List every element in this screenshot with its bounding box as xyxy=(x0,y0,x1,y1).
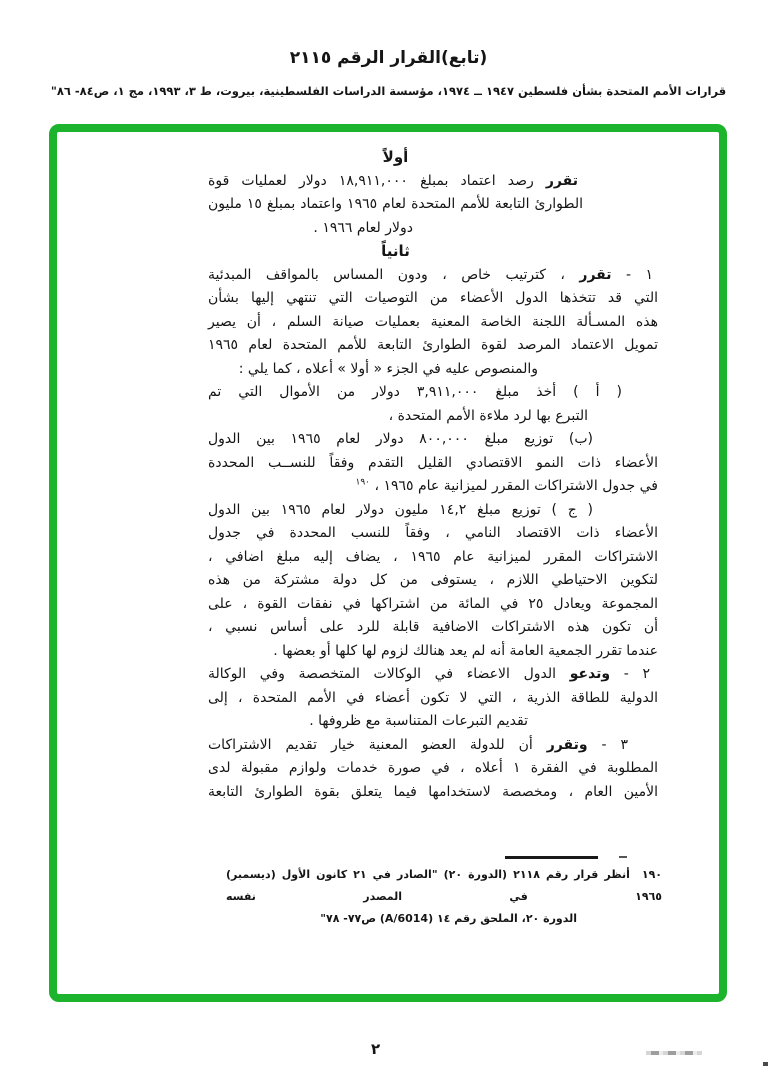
text-line: الدولية للطاقة الذرية ، التي لا تكون أعضاء في الأمم المتحدة ، إلى xyxy=(208,689,658,706)
text-line: التي قد تتخذها الدول الأعضاء من التوصيات التي تنتهي إليها بشأن xyxy=(208,290,658,306)
text-line-rest: أن للدولة العضو المعنية خيار تقديم الاشتراكات xyxy=(208,736,547,753)
item-number: ٣ - xyxy=(587,736,628,753)
text-line-rest: رصد اعتماد بمبلغ ١٨,٩١١,٠٠٠ دولار لعمليات قوة xyxy=(208,172,546,189)
paragraph-first-section xyxy=(208,170,583,241)
paragraph-1 xyxy=(208,264,658,382)
text-line-rest: الدول الاعضاء في الوكالات المتخصصة وفي الوكالة xyxy=(208,666,570,682)
bold-verb: تقرر xyxy=(579,266,612,283)
paragraph-item-b xyxy=(208,428,658,499)
item-number: ١ - xyxy=(611,266,654,283)
text-line: الأعضاء ذات الاقتصاد النامي ، وفقاً للنسب المحددة في جدول xyxy=(208,525,658,541)
source-citation-line: قرارات الأمم المتحدة بشأن فلسطين ١٩٤٧ ــ ١٩٧٤، مؤسسة الدراسات الفلسطينية، بيروت، ط ٣، ١٩٩٣، مج ١، ص٨٤- ٨٦" xyxy=(50,84,727,98)
text-line xyxy=(208,170,583,194)
text-line: أن تكون هذه الاشتراكات الاضافية قابلة للرد على أساس نسبي ، xyxy=(208,619,658,635)
paragraph-item-c xyxy=(208,499,658,664)
text-line: الطوارئ التابعة للأمم المتحدة لعام ١٩٦٥ واعتماد بمبلغ ١٥ مليون xyxy=(208,196,583,212)
section-heading-first: أولاً xyxy=(382,148,409,166)
text-line-rest: ، كترتيب خاص ، ودون المساس بالمواقف المبدئية xyxy=(208,266,580,283)
text-line: ( ج ) توزيع مبلغ ١٤,٢ مليون دولار لعام ١٩٦٥ بين الدول xyxy=(208,501,593,518)
text-line: تقديم التبرعات المتناسبة مع ظروفها . xyxy=(309,713,528,729)
footnote-separator-dash xyxy=(619,856,627,858)
footnote xyxy=(226,864,662,930)
text-line: لتكوين الاحتياطي اللازم ، يستوفى من كل دولة مشتركة من هذه xyxy=(208,572,658,588)
paragraph-item-a xyxy=(208,381,658,428)
text-line: المطلوبة في الفقرة ١ أعلاه ، في صورة خدمات ولوازم مقبولة لدى xyxy=(208,760,659,776)
text-line: ( أ ) أخذ مبلغ ٣,٩١١,٠٠٠ دولار من الأموال التي تم xyxy=(208,384,622,400)
text-line-rest: في جدول الاشتراكات المقرر لميزانية عام ١٩٦٥ ، xyxy=(370,478,658,494)
text-line: عندما تقرر الجمعية العامة أنه لم يعد هنالك لزوم لها كلها أو بعضها . xyxy=(273,642,658,659)
text-line: الأمين العام ، ومخصصة لاستخدامها فيما يتعلق بقوة الطوارئ التابعة xyxy=(208,783,658,800)
footnote-reference: ١٩٠ xyxy=(355,477,371,488)
text-line: تمويل الاعتماد المرصد لقوة الطوارئ التابعة للأمم المتحدة لعام ١٩٦٥ xyxy=(208,337,658,353)
text-line: التبرع بها لرد ملاءة الأمم المتحدة ، xyxy=(388,407,588,424)
text-line: الأعضاء ذات النمو الاقتصادي القليل التقدم وفقاً للنســب المحددة xyxy=(208,454,658,471)
scan-smudge-artifact xyxy=(646,1051,702,1055)
text-line: دولار لعام ١٩٦٦ . xyxy=(313,219,413,236)
text-line: المجموعة ويعادل ٢٥ في المائة من اشتراكها في نفقات القوة ، على xyxy=(208,595,658,612)
footnote-separator-rule xyxy=(505,856,598,859)
paragraph-3 xyxy=(208,734,658,805)
bold-verb: تقرر xyxy=(545,172,578,189)
text-line xyxy=(208,734,658,758)
bold-verb: وتدعو xyxy=(569,666,611,682)
paragraph-2 xyxy=(208,663,658,734)
text-line: والمنصوص عليه في الجزء « أولا » أعلاه ، كما يلي : xyxy=(238,360,538,377)
page-number: ٢ xyxy=(371,1040,381,1058)
footnote-number: ١٩٠ xyxy=(641,868,663,881)
text-line: الاشتراكات المقرر لميزانية عام ١٩٦٥ ، يضاف إليه مبلغ اضافي ، xyxy=(208,548,658,565)
footnote-text: أنظر قرار رقم ٢١١٨ (الدورة ٢٠) "الصادر في ٢١ كانون الأول (ديسمبر) ١٩٦٥ في المصدر نفسه xyxy=(226,868,662,903)
footnote-line: الدورة ٢٠، الملحق رقم ١٤ (A/6014) ص٧٧- ٧٨" xyxy=(320,912,577,925)
text-line: (ب) توزيع مبلغ ٨٠٠,٠٠٠ دولار لعام ١٩٦٥ بين الدول xyxy=(208,431,593,447)
bold-verb: وتقرر xyxy=(546,736,588,753)
page-title: (تابع)القرار الرقم ٢١١٥ xyxy=(289,48,488,68)
scan-ink-dot-artifact xyxy=(763,1062,768,1066)
footnote-line xyxy=(226,864,662,908)
text-line xyxy=(208,264,658,288)
text-line xyxy=(208,663,658,687)
section-heading-second: ثانياً xyxy=(381,242,410,260)
item-number: ٢ - xyxy=(610,666,650,682)
body-text-column xyxy=(208,146,658,804)
text-line xyxy=(208,475,658,499)
text-line: هذه المسـألة اللجنة الخاصة المعنية بعمليات صيانة السلم ، أن يصير xyxy=(208,313,658,330)
